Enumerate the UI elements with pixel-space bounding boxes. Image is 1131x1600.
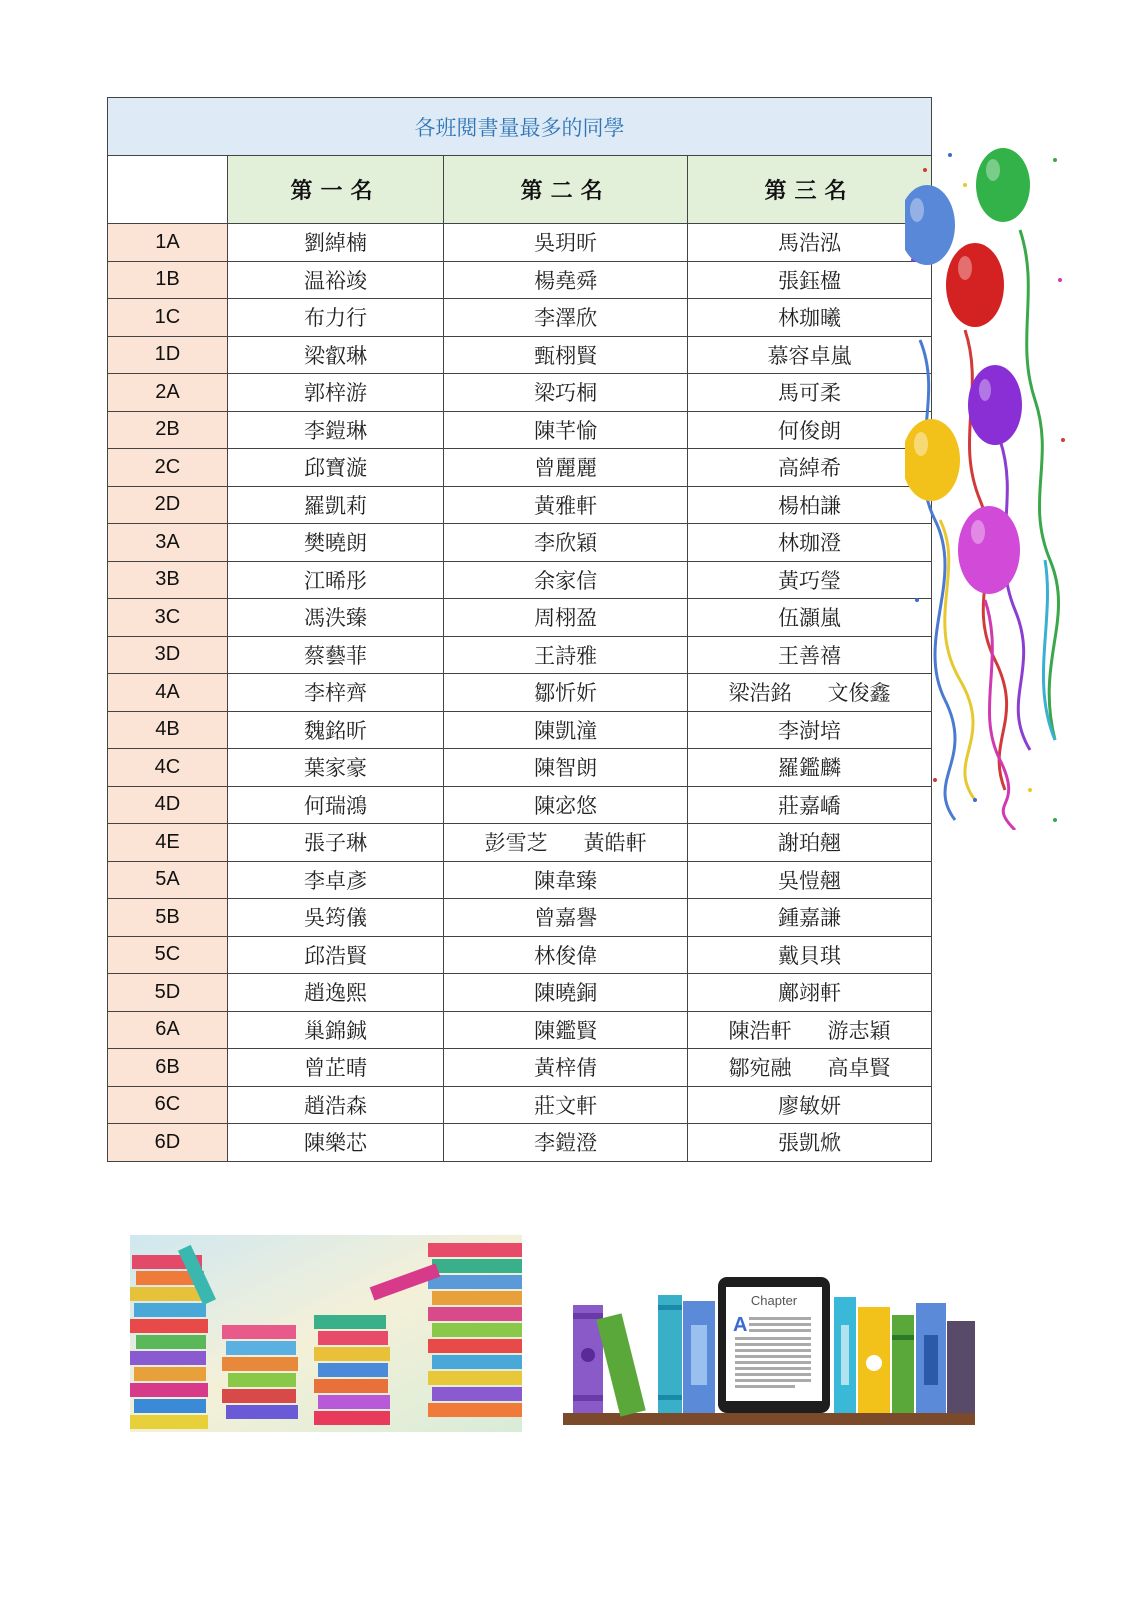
first-place-cell: [227, 861, 443, 899]
balloons-decoration: [905, 140, 1070, 830]
student-name: 陳宓悠: [534, 793, 598, 818]
student-name: 張鈺楹: [778, 268, 842, 293]
student-name: 廖敏妍: [778, 1093, 842, 1118]
second-place-cell: [444, 224, 688, 262]
student-name: 陳智朗: [534, 756, 598, 781]
student-name: 李欣穎: [534, 531, 598, 556]
balloon-purple-icon: [968, 365, 1022, 445]
student-name: 曾嘉譽: [534, 906, 598, 931]
class-cell: 3C: [108, 599, 228, 637]
student-name: 曾麗麗: [534, 456, 598, 481]
first-place-cell: [227, 1124, 443, 1162]
student-name: 周栩盈: [534, 606, 598, 631]
table-row: [108, 636, 932, 674]
third-place-cell: [688, 974, 932, 1012]
header-first-place: 第一名: [227, 156, 443, 224]
first-place-cell: [227, 1011, 443, 1049]
student-name: 陳韋臻: [534, 868, 598, 893]
student-name: 梁巧桐: [534, 381, 598, 406]
table-row: [108, 974, 932, 1012]
third-place-cell: [688, 861, 932, 899]
header-second-place: 第二名: [444, 156, 688, 224]
student-name: 戴貝琪: [778, 943, 842, 968]
table-row: [108, 936, 932, 974]
third-place-cell: [688, 224, 932, 262]
student-name: 高綽希: [778, 456, 842, 481]
student-name: 馬可柔: [778, 381, 842, 406]
chapter-label: Chapter: [750, 1293, 798, 1308]
student-name: 游志穎: [827, 1018, 891, 1043]
student-name: 彭雪芝: [484, 831, 548, 856]
second-place-cell: [444, 861, 688, 899]
first-place-cell: [227, 1086, 443, 1124]
first-place-cell: [227, 524, 443, 562]
second-place-cell: [444, 1086, 688, 1124]
student-name: 陳樂芯: [304, 1131, 368, 1156]
second-place-cell: [444, 711, 688, 749]
table-row: [108, 749, 932, 787]
third-place-cell: [688, 1049, 932, 1087]
second-place-cell: [444, 299, 688, 337]
second-place-cell: [444, 786, 688, 824]
class-cell: 2D: [108, 486, 228, 524]
second-place-cell: [444, 449, 688, 487]
second-place-cell: [444, 936, 688, 974]
third-place-cell: [688, 824, 932, 862]
student-name: 布力行: [304, 306, 368, 331]
third-place-cell: [688, 561, 932, 599]
first-place-cell: [227, 936, 443, 974]
second-place-cell: [444, 374, 688, 412]
class-cell: 6B: [108, 1049, 228, 1087]
student-name: 鍾嘉謙: [778, 906, 842, 931]
second-place-cell: [444, 486, 688, 524]
first-place-cell: [227, 449, 443, 487]
class-cell: 3D: [108, 636, 228, 674]
third-place-cell: [688, 899, 932, 937]
table-row: [108, 374, 932, 412]
first-place-cell: [227, 299, 443, 337]
table-row: [108, 861, 932, 899]
table-row: [108, 449, 932, 487]
third-place-cell: [688, 411, 932, 449]
student-name: 李澤欣: [534, 306, 598, 331]
student-name: 梁叡琳: [304, 343, 368, 368]
student-name: 李鎧澄: [534, 1131, 598, 1156]
first-place-cell: [227, 899, 443, 937]
table-body: [108, 224, 932, 1162]
balloon-green-icon: [976, 148, 1030, 222]
student-name: 李梓齊: [304, 681, 368, 706]
tablet-icon: [718, 1277, 830, 1413]
student-name: 鄒宛融: [728, 1056, 792, 1081]
student-name: 邱寶漩: [304, 456, 368, 481]
student-name: 樊曉朗: [304, 531, 368, 556]
student-name: 莊文軒: [534, 1093, 598, 1118]
third-place-cell: [688, 1086, 932, 1124]
table-row: [108, 786, 932, 824]
class-cell: 1B: [108, 261, 228, 299]
class-cell: 5B: [108, 899, 228, 937]
balloon-red-icon: [946, 243, 1004, 327]
student-name: 莊嘉嶠: [778, 793, 842, 818]
student-name: 趙浩森: [304, 1093, 368, 1118]
student-name: 何俊朗: [778, 418, 842, 443]
third-place-cell: [688, 449, 932, 487]
table-row: [108, 299, 932, 337]
student-name: 張子琳: [304, 831, 368, 856]
class-cell: 4E: [108, 824, 228, 862]
third-place-cell: [688, 1124, 932, 1162]
student-name: 李卓彥: [304, 868, 368, 893]
third-place-cell: [688, 261, 932, 299]
student-name: 吳玥昕: [534, 231, 598, 256]
student-name: 張凱焮: [778, 1131, 842, 1156]
student-name: 蔡藝菲: [304, 643, 368, 668]
student-name: 陳曉銅: [534, 981, 598, 1006]
third-place-cell: [688, 336, 932, 374]
student-name: 余家信: [534, 568, 598, 593]
first-place-cell: [227, 411, 443, 449]
student-name: 謝珀翹: [778, 831, 842, 856]
student-name: 李澍培: [778, 718, 842, 743]
student-name: 林珈曦: [778, 306, 842, 331]
class-cell: 4C: [108, 749, 228, 787]
student-name: 慕容卓嵐: [767, 343, 852, 368]
first-place-cell: [227, 599, 443, 637]
student-name: 曾芷晴: [304, 1056, 368, 1081]
student-name: 林俊偉: [534, 943, 598, 968]
class-cell: 4A: [108, 674, 228, 712]
class-cell: 3B: [108, 561, 228, 599]
third-place-cell: [688, 599, 932, 637]
balloon-blue-icon: [905, 185, 955, 265]
class-cell: 5C: [108, 936, 228, 974]
second-place-cell: [444, 824, 688, 862]
second-place-cell: [444, 636, 688, 674]
student-name: 黃皓軒: [583, 831, 647, 856]
third-place-cell: [688, 486, 932, 524]
third-place-cell: [688, 524, 932, 562]
balloon-yellow-icon: [905, 419, 960, 501]
third-place-cell: [688, 936, 932, 974]
second-place-cell: [444, 899, 688, 937]
table-row: [108, 711, 932, 749]
student-name: 羅凱莉: [304, 493, 368, 518]
student-name: 江晞彤: [304, 568, 368, 593]
second-place-cell: [444, 674, 688, 712]
third-place-cell: [688, 674, 932, 712]
third-place-cell: [688, 636, 932, 674]
student-name: 王詩雅: [534, 643, 598, 668]
table-row: [108, 411, 932, 449]
first-place-cell: [227, 561, 443, 599]
student-name: 高卓賢: [827, 1056, 891, 1081]
table-row: [108, 336, 932, 374]
second-place-cell: [444, 1049, 688, 1087]
first-place-cell: [227, 674, 443, 712]
class-cell: 1A: [108, 224, 228, 262]
table-row: [108, 899, 932, 937]
second-place-cell: [444, 974, 688, 1012]
student-name: 楊柏謙: [778, 493, 842, 518]
third-place-cell: [688, 786, 932, 824]
third-place-cell: [688, 749, 932, 787]
table-row: [108, 824, 932, 862]
class-cell: 5A: [108, 861, 228, 899]
student-name: 鄒忻妡: [534, 681, 598, 706]
third-place-cell: [688, 711, 932, 749]
class-cell: 1C: [108, 299, 228, 337]
bookshelf-illustration: [563, 1255, 983, 1427]
second-place-cell: [444, 561, 688, 599]
header-third-place: 第三名: [688, 156, 932, 224]
student-name: 陳鑑賢: [534, 1018, 598, 1043]
class-cell: 2C: [108, 449, 228, 487]
student-name: 吳筠儀: [304, 906, 368, 931]
first-place-cell: [227, 261, 443, 299]
second-place-cell: [444, 1124, 688, 1162]
student-name: 葉家豪: [304, 756, 368, 781]
second-place-cell: [444, 336, 688, 374]
student-name: 文俊鑫: [827, 681, 891, 706]
student-name: 劉綽楠: [304, 231, 368, 256]
third-place-cell: [688, 299, 932, 337]
table-row: [108, 674, 932, 712]
first-place-cell: [227, 336, 443, 374]
student-name: 魏銘昕: [304, 718, 368, 743]
student-name: 趙逸熙: [304, 981, 368, 1006]
table-row: [108, 1086, 932, 1124]
student-name: 李鎧琳: [304, 418, 368, 443]
student-name: 邱浩賢: [304, 943, 368, 968]
first-place-cell: [227, 224, 443, 262]
first-place-cell: [227, 374, 443, 412]
class-cell: 2A: [108, 374, 228, 412]
class-cell: 3A: [108, 524, 228, 562]
table-row: [108, 524, 932, 562]
class-cell: 6D: [108, 1124, 228, 1162]
student-name: 温裕竣: [304, 268, 368, 293]
class-cell: 6A: [108, 1011, 228, 1049]
svg-text:A: A: [733, 1314, 748, 1336]
third-place-cell: [688, 374, 932, 412]
second-place-cell: [444, 749, 688, 787]
header-blank: [108, 156, 228, 224]
class-cell: 5D: [108, 974, 228, 1012]
student-name: 黃雅軒: [534, 493, 598, 518]
class-cell: 4B: [108, 711, 228, 749]
table-row: [108, 1049, 932, 1087]
student-name: 伍灝嵐: [778, 606, 842, 631]
table-row: [108, 261, 932, 299]
first-place-cell: [227, 1049, 443, 1087]
student-name: 黃巧瑩: [778, 568, 842, 593]
first-place-cell: [227, 711, 443, 749]
table-row: [108, 1124, 932, 1162]
student-name: 郭梓游: [304, 381, 368, 406]
student-name: 陳芊愉: [534, 418, 598, 443]
student-name: 馬浩泓: [778, 231, 842, 256]
student-name: 馮泆臻: [304, 606, 368, 631]
second-place-cell: [444, 524, 688, 562]
student-name: 陳凱潼: [534, 718, 598, 743]
table-row: [108, 486, 932, 524]
first-place-cell: [227, 824, 443, 862]
class-cell: 2B: [108, 411, 228, 449]
student-name: 何瑞鴻: [304, 793, 368, 818]
stacked-books-illustration: [130, 1235, 522, 1432]
table-row: [108, 561, 932, 599]
student-name: 梁浩銘: [728, 681, 792, 706]
table-row: [108, 599, 932, 637]
student-name: 黃梓倩: [534, 1056, 598, 1081]
student-name: 林珈澄: [778, 531, 842, 556]
student-name: 甄栩賢: [534, 343, 598, 368]
class-cell: 4D: [108, 786, 228, 824]
student-name: 鄺翊軒: [778, 981, 842, 1006]
student-name: 吳愷翹: [778, 868, 842, 893]
student-name: 巢錦鋮: [304, 1018, 368, 1043]
second-place-cell: [444, 1011, 688, 1049]
student-name: 楊堯舜: [534, 268, 598, 293]
table-title: 各班閱書量最多的同學: [108, 98, 932, 156]
class-cell: 1D: [108, 336, 228, 374]
second-place-cell: [444, 599, 688, 637]
ranking-table-container: [107, 97, 932, 1162]
table-row: [108, 224, 932, 262]
third-place-cell: [688, 1011, 932, 1049]
student-name: 陳浩軒: [728, 1018, 792, 1043]
reading-ranking-table: [107, 97, 932, 1162]
first-place-cell: [227, 786, 443, 824]
first-place-cell: [227, 974, 443, 1012]
second-place-cell: [444, 261, 688, 299]
first-place-cell: [227, 636, 443, 674]
first-place-cell: [227, 749, 443, 787]
first-place-cell: [227, 486, 443, 524]
student-name: 王善禧: [778, 643, 842, 668]
table-row: [108, 1011, 932, 1049]
class-cell: 6C: [108, 1086, 228, 1124]
second-place-cell: [444, 411, 688, 449]
balloon-magenta-icon: [958, 506, 1020, 594]
student-name: 羅鑑麟: [778, 756, 842, 781]
